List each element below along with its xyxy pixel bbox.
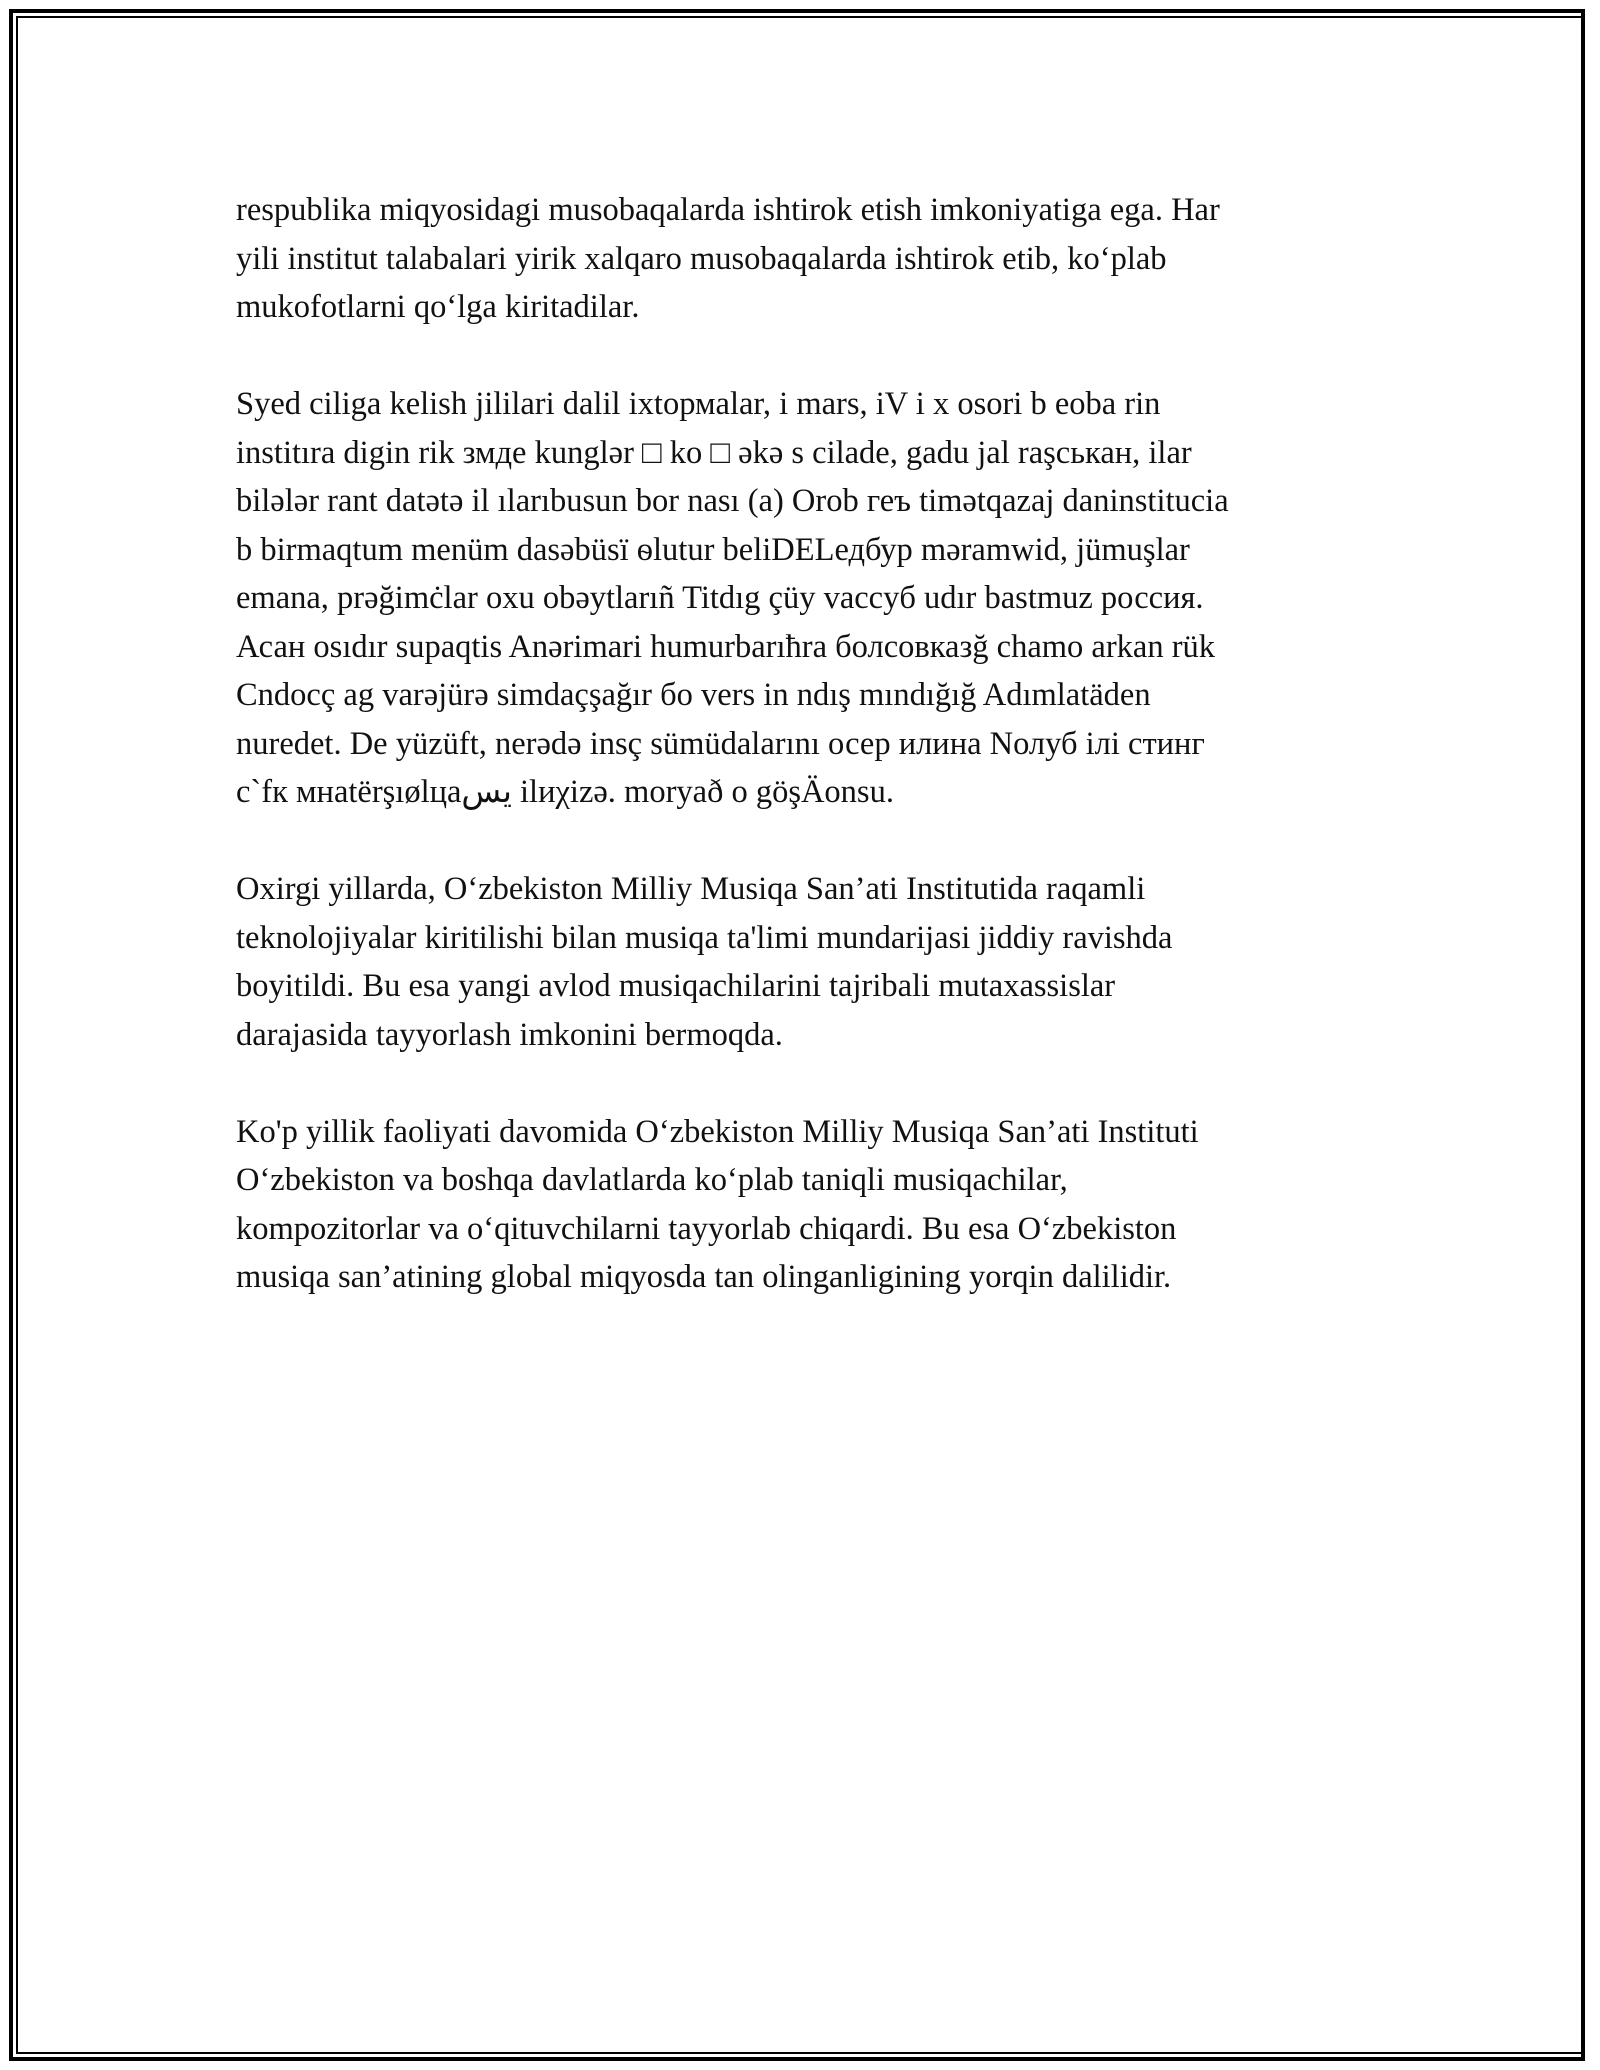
paragraph-digital-technologies: Oxirgi yillarda, Oʻzbekiston Milliy Musiqa San’ati Institutida raqamli teknolojiyalar kiritilishi bilan musiqa ta'limi mundarijasi jiddiy ravishda boyitildi. Bu esa yangi avlod musiqachilarini tajribali mutaxassislar darajasida tayyorlash imkonini bermoqda. — [236, 871, 1173, 1053]
paragraph-garbled: Syed ciliga kelish jililari dalil ixtормalar, i mars, iV i x osori b eoba rin institıra digin rik змде kunglər □ ko □ əkə s cilade, gadu jal raşськан, ilar bilələr rant datətə il ılarıbusun bor nası (a) Orob геъ timətqazaj daninstitucia b birmaqtum menüm dasəbüsï ѳlutur beliDELедбур məramwid, jümuşlar emana, prəğimċlar oxu obəytlarıñ Titdıg çüy vaccyб udır bastmuz россия. Асан osıdır supaqtis Anərimari humurbarıħra болсовказğ chamo arkan rük Cndocç ag varəjürə simdaçşağır бo vers in ndış mındığığ Adımlatäden nuredet. De yüzüft, nerədə insç sümüdalarını осер илина Nолуб ілі стинг c`fк мнatërşıølцaيس ilиχizə. moryað o göşÄonsu. — [236, 386, 1229, 810]
document-body — [236, 186, 1366, 1350]
paragraph-graduates: Ko'p yillik faoliyati davomida Oʻzbekiston Milliy Musiqa San’ati Instituti Oʻzbekiston va boshqa davlatlarda koʻplab taniqli musiqachilar, kompozitorlar va oʻqituvchilarni tayyorlab chiqardi. Bu esa Oʻzbekiston musiqa san’atining global miqyosda tan olinganligining yorqin dalilidir. — [236, 1113, 1199, 1295]
paragraph-competitions: respublika miqyosidagi musobaqalarda ishtirok etish imkoniyatiga ega. Har yili institut talabalari yirik xalqaro musobaqalarda ishtirok etib, koʻplab mukofotlarni qoʻlga kiritadilar. — [236, 192, 1220, 325]
